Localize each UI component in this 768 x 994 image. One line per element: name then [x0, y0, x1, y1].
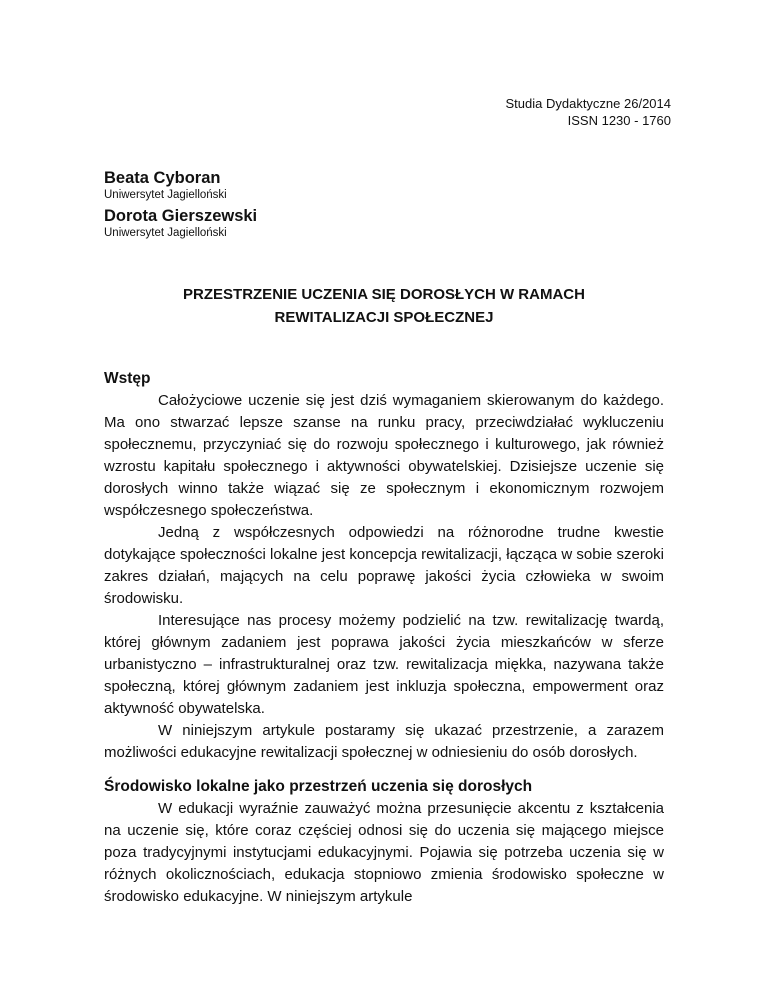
paragraph-text: W niniejszym artykule postaramy się ukazać przestrzenie, a zarazem możliwości edukacyjne rewitalizacji społecznej w odniesieniu do osób dorosłych. — [104, 722, 664, 761]
paragraph-text: W edukacji wyraźnie zauważyć można przesunięcie akcentu z kształcenia na uczenie się, które coraz częściej odnosi się do uczenia się mającego miejsce poza tradycyjnymi instytucjami edukacyjnymi. Pojawia się potrzeba uczenia się w różnych okolicznościach, edukacja stopniowo zmienia środowisko społeczne w środowisko edukacyjne. W niniejszym artykule — [104, 800, 664, 905]
article-title-line: REWITALIZACJI SPOŁECZNEJ — [274, 309, 494, 326]
author-block — [104, 165, 257, 241]
journal-issn: ISSN 1230 - 1760 — [567, 113, 671, 128]
paragraph — [104, 522, 664, 610]
author-affiliation: Uniwersytet Jagielloński — [104, 189, 227, 201]
section-heading: Środowisko lokalne jako przestrzeń uczenia się dorosłych — [104, 778, 533, 795]
journal-header — [506, 95, 672, 129]
section-heading: Wstęp — [104, 370, 151, 387]
paragraph-text: Całożyciowe uczenie się jest dziś wymaganiem skierowanym do każdego. Ma ono stwarzać lepsze szanse na runku pracy, przeciwdziałać wykluczeniu społecznemu, przyczyniać się do rozwoju społecznego i kulturowego, jak również wzrostu kapitału społecznego i aktywności obywatelskiej. Dzisiejsze uczenie się dorosłych winno także wiązać się ze społecznym i ekonomicznym rozwojem współczesnego społeczeństwa. — [104, 392, 664, 519]
paragraph — [104, 390, 664, 522]
author-affiliation: Uniwersytet Jagielloński — [104, 227, 227, 239]
author-name: Beata Cyboran — [104, 169, 221, 187]
article-body — [104, 368, 664, 908]
paragraph — [104, 720, 664, 764]
paragraph-text: Jedną z współczesnych odpowiedzi na różnorodne trudne kwestie dotykające społeczności lokalne jest koncepcja rewitalizacji, łącząca w sobie szeroki zakres działań, mających na celu poprawę jakości życia człowieka w swoim środowisku. — [104, 524, 664, 607]
paragraph — [104, 610, 664, 720]
paragraph — [104, 798, 664, 908]
paragraph-text: Interesujące nas procesy możemy podzielić na tzw. rewitalizację twardą, której głównym zadaniem jest poprawa jakości życia mieszkańców w sferze urbanistyczno – infrastrukturalnej oraz tzw. rewitalizacja miękka, nazywana także społeczną, której głównym zadaniem jest inkluzja społeczna, empowerment oraz aktywność obywatelska. — [104, 612, 664, 717]
article-title — [104, 283, 664, 329]
author-name: Dorota Gierszewski — [104, 207, 258, 225]
journal-name-issue: Studia Dydaktyczne 26/2014 — [505, 96, 671, 111]
article-title-line: PRZESTRZENIE UCZENIA SIĘ DOROSŁYCH W RAMACH — [183, 286, 585, 303]
